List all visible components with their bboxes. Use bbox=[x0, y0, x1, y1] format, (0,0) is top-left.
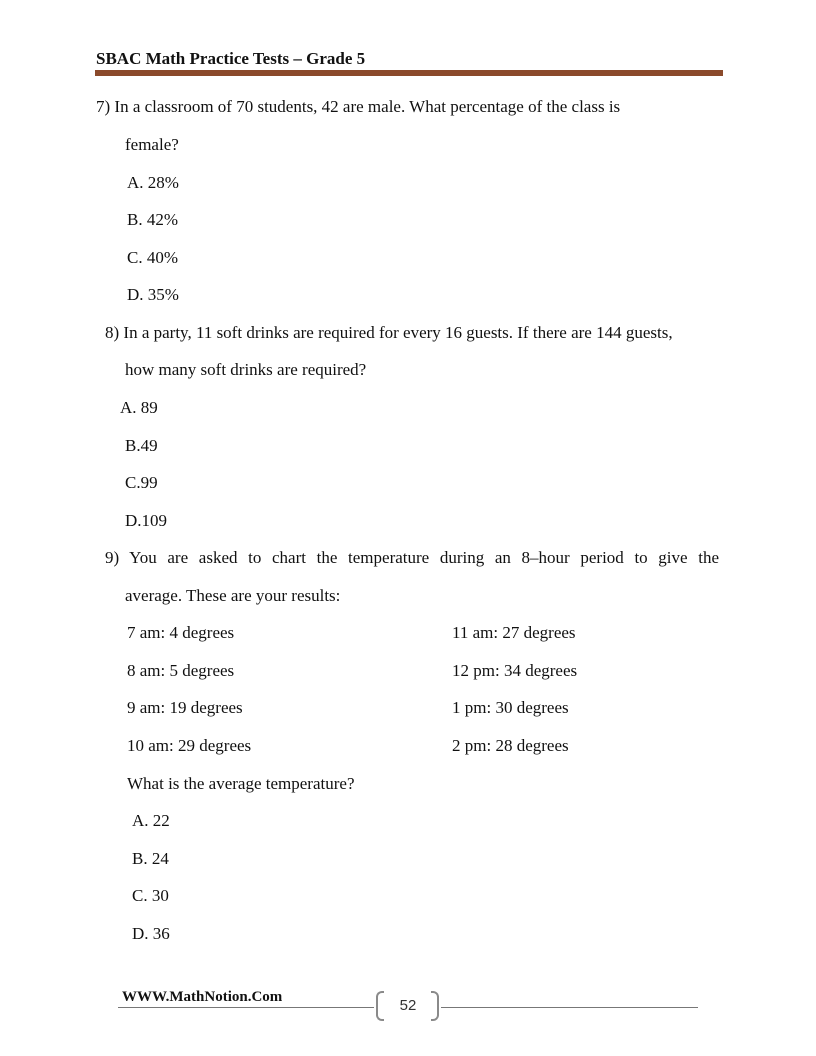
q7-stem-line1: 7) In a classroom of 70 students, 42 are male. What percentage of the class is bbox=[96, 97, 621, 116]
page-number: 52 bbox=[399, 997, 417, 1014]
q9-reading: 8 am: 5 degrees bbox=[127, 661, 235, 680]
q9-reading: 7 am: 4 degrees bbox=[127, 623, 235, 642]
q9-question: What is the average temperature? bbox=[127, 774, 355, 793]
q9-option-a: A. 22 bbox=[132, 811, 170, 830]
q9-reading: 12 pm: 34 degrees bbox=[452, 661, 578, 680]
footer-rule-right bbox=[441, 1007, 698, 1008]
page-bracket-left bbox=[376, 991, 384, 1021]
q7-stem-line2: female? bbox=[125, 135, 179, 154]
q7-option-c: C. 40% bbox=[127, 248, 178, 267]
q8-stem-line2: how many soft drinks are required? bbox=[125, 360, 367, 379]
q9-stem-line2: average. These are your results: bbox=[125, 586, 341, 605]
header-divider bbox=[95, 70, 723, 76]
q9-reading: 10 am: 29 degrees bbox=[127, 736, 252, 755]
q9-reading: 9 am: 19 degrees bbox=[127, 698, 243, 717]
footer-website: WWW.MathNotion.Com bbox=[122, 989, 283, 1005]
q9-option-d: D. 36 bbox=[132, 924, 170, 943]
q7-option-d: D. 35% bbox=[127, 285, 179, 304]
q8-option-d: D.109 bbox=[125, 511, 168, 530]
q8-option-a: A. 89 bbox=[120, 398, 158, 417]
q8-option-b: B.49 bbox=[125, 436, 158, 455]
q8-option-c: C.99 bbox=[125, 473, 158, 492]
q9-option-c: C. 30 bbox=[132, 886, 169, 905]
footer-rule-left bbox=[118, 1007, 374, 1008]
q9-stem-line1: 9) You are asked to chart the temperature during an 8–hour period to give the bbox=[105, 548, 719, 567]
q9-option-b: B. 24 bbox=[132, 849, 169, 868]
q7-option-b: B. 42% bbox=[127, 210, 178, 229]
q9-reading: 11 am: 27 degrees bbox=[452, 623, 576, 642]
page-bracket-right bbox=[431, 991, 439, 1021]
q9-reading: 1 pm: 30 degrees bbox=[452, 698, 569, 717]
q7-option-a: A. 28% bbox=[127, 173, 179, 192]
q9-reading: 2 pm: 28 degrees bbox=[452, 736, 569, 755]
q8-stem-line1: 8) In a party, 11 soft drinks are required for every 16 guests. If there are 144 guests, bbox=[105, 323, 673, 342]
page-header-title: SBAC Math Practice Tests – Grade 5 bbox=[96, 49, 366, 68]
